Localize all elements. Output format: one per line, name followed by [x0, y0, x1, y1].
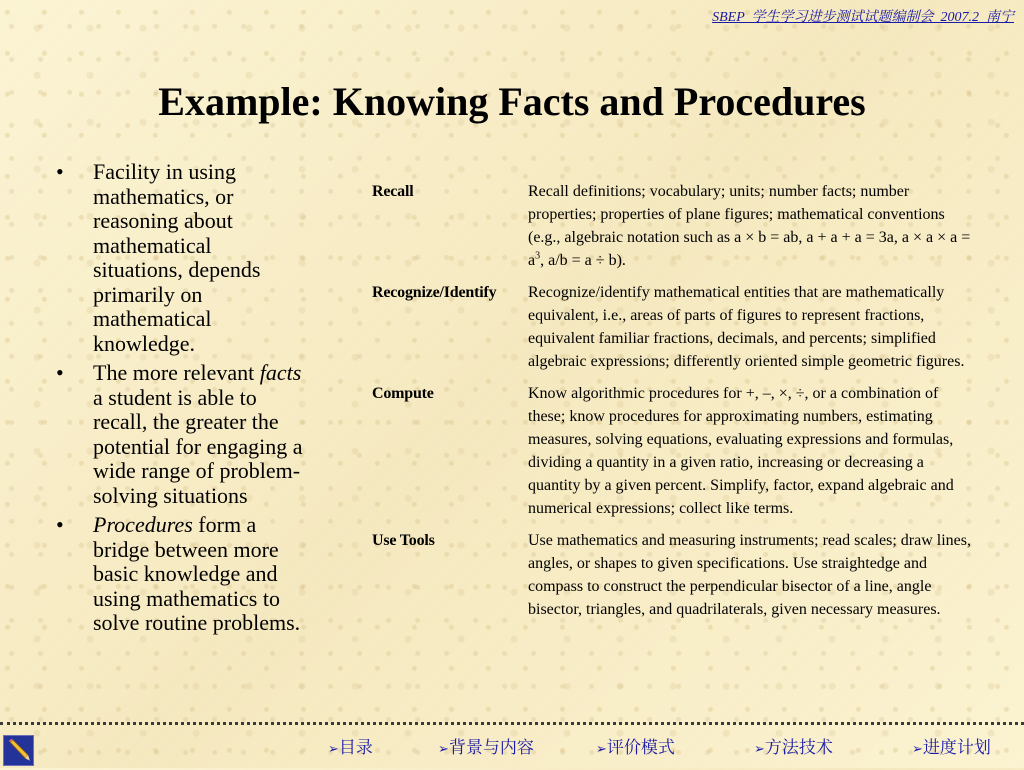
nav-link-schedule[interactable]: ➢进度计划: [912, 738, 991, 758]
table-row: [372, 382, 978, 529]
table-row: [372, 180, 978, 281]
row-term: Recognize/Identify: [372, 284, 497, 301]
table-row: [372, 529, 978, 630]
bullet-marker: •: [56, 159, 64, 184]
facts-procedures-table: [372, 180, 978, 630]
bullet-emphasis: facts: [259, 360, 302, 385]
nav-arrow-icon: ➢: [438, 742, 449, 757]
nav-link-methods[interactable]: ➢方法技术: [754, 738, 833, 758]
bullet-text-pre: The more relevant: [93, 360, 260, 385]
bullet-marker: •: [56, 360, 64, 385]
row-description: Recognize/identify mathematical entities that are mathematically equivalent, i.e., areas of parts of figures to represent fractions, equivalent familiar fractions, decimals, and percents; simplified algebraic expressions; differently oriented simple geometric figures.: [528, 284, 965, 370]
table-row: [372, 281, 978, 382]
row-term: Use Tools: [372, 532, 435, 549]
nav-arrow-icon: ➢: [754, 742, 765, 757]
header-course-info: SBEP 学生学习进步测试试题编制会 2007.2 南宁: [712, 10, 1014, 25]
bullet-marker: •: [56, 512, 64, 537]
nav-link-background[interactable]: ➢背景与内容: [438, 738, 534, 758]
nav-link-contents[interactable]: ➢目录: [328, 738, 373, 758]
bullet-item: [52, 513, 304, 636]
nav-arrow-icon: ➢: [912, 742, 923, 757]
bullet-item: [52, 361, 304, 508]
bullet-emphasis: Procedures: [93, 512, 193, 537]
footer-nav: [0, 733, 1024, 763]
bullet-item: [52, 160, 304, 356]
dotted-divider: [0, 722, 1024, 725]
superscript: 3: [535, 250, 541, 262]
bullet-text-post: form a bridge between more basic knowledge and using mathematics to solve routine problems.: [93, 512, 301, 635]
row-term: Recall: [372, 183, 414, 200]
row-term: Compute: [372, 385, 434, 402]
nav-arrow-icon: ➢: [328, 742, 339, 757]
row-description: Recall definitions; vocabulary; units; number facts; number properties; properties of plane figures; mathematical conventions (e.g., algebraic notation such as a × b = ab, a + a + a = 3a, $a \times a \times a = a^3$, a/b = a ÷ b).: [528, 183, 971, 269]
row-description: Use mathematics and measuring instruments; read scales; draw lines, angles, or shapes to given specifications. Use straightedge and compass to construct the perpendicular bisector of a line, angle bisector, triangles, and quadrilaterals, given necessary measures.: [528, 532, 971, 618]
bullet-text-post: a student is able to recall, the greater the potential for engaging a wide range of problem-solving situations: [93, 384, 303, 508]
slide-title: Example: Knowing Facts and Procedures: [158, 79, 866, 124]
bullet-text: Facility in using mathematics, or reasoning about mathematical situations, depends primarily on mathematical knowledge.: [93, 159, 261, 356]
bullet-list: [52, 160, 304, 641]
row-description: Know algorithmic procedures for +, –, ×, ÷, or a combination of these; know procedures for approximating numbers, estimating measures, solving equations, evaluating expressions and formulas, dividing a quantity in a given ratio, increasing or decreasing a quantity by a given percent. Simplify, factor, expand algebraic and numerical expressions; collect like terms.: [528, 385, 954, 517]
nav-arrow-icon: ➢: [596, 742, 607, 757]
nav-link-assessment-model[interactable]: ➢评价模式: [596, 738, 675, 758]
